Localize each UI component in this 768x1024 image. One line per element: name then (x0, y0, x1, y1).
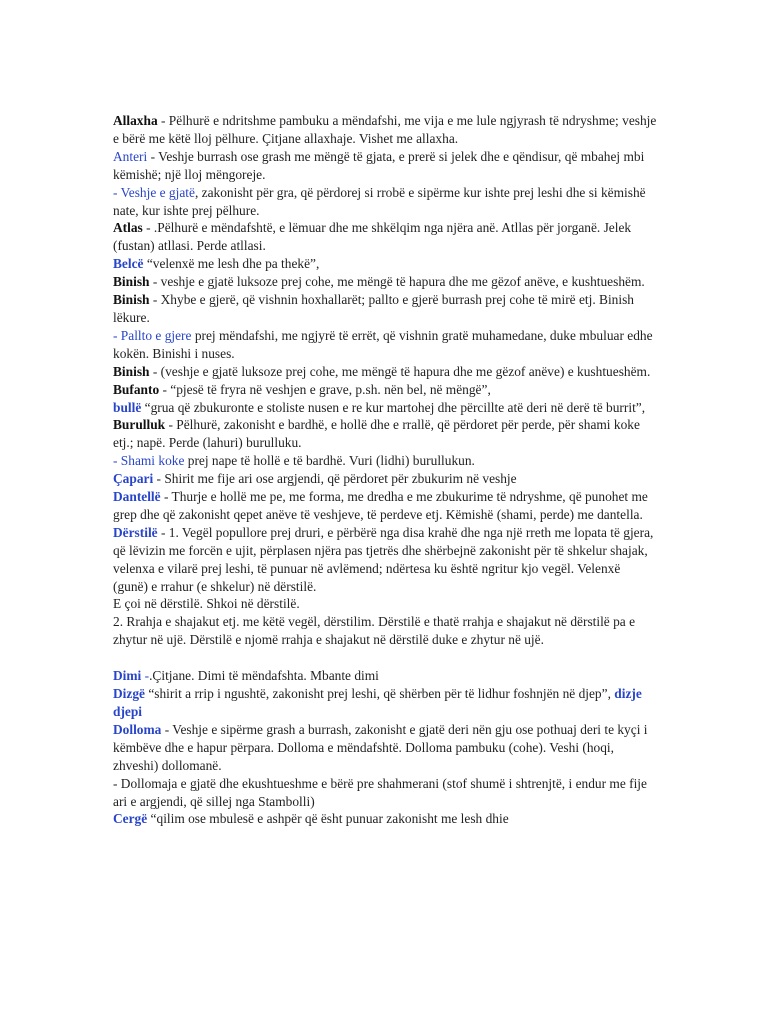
entry-text: 2. Rrahja e shajakut etj. me këtë vegël, dërstilim. Dërstilë e thatë rrahja e shajakut në dërstilë pa e zhytur në ujë. Dërstilë e njomë rrahja e shajakut në dërstilë duke e zhytur në ujë. (113, 614, 636, 648)
glossary-entry (113, 721, 658, 775)
entry-text: E çoi në dërstilë. Shkoi në dërstilë. (113, 596, 300, 612)
entry-headword: dizje djepi (113, 686, 642, 719)
glossary-entry (113, 112, 658, 148)
entry-text: , zakonisht për gra, që përdorej si rrobë e sipërme kur ishte prej leshi dhe si këmishë nate, kur ishte prej pëlhure. (113, 184, 646, 218)
entry-headword: Çapari (113, 471, 154, 487)
entry-headword: Binish (113, 363, 150, 379)
entry-subheading: Anteri (113, 148, 148, 164)
entry-headword: Dantellë (113, 489, 161, 505)
entry-headword: bullë (113, 399, 142, 415)
entry-text: - Veshje burrash ose grash me mëngë të gjata, e prerë si jelek dhe e qëndisur, që mbahej mbi këmishë; një lloj mëngoreje. (113, 148, 645, 182)
entry-text: - 1. Vegël popullore prej druri, e përbërë nga disa krahë dhe nga një rreth me lopata të gjera, që lëvizin me forcën e ujit, përplasen njëra pas tjetrës dhe shërbejnë zakonisht për të shkelur shajak, velenxa e vilarë prej leshi, të punuar në avlëmend; ndërtesa ku është ngritur kjo vegël. Velenxë (gunë) e rrahur (e shkelur) në dërstilë. (113, 524, 654, 594)
entry-headword: Belcë (113, 256, 144, 272)
glossary-entry (113, 416, 658, 452)
glossary-entry (113, 775, 658, 811)
glossary-entry (113, 363, 658, 381)
entry-text: - Xhybe e gjerë, që vishnin hoxhallarët; pallto e gjerë burrash prej cohe të mirë etj. Binish lëkure. (113, 292, 634, 325)
entry-text: prej mëndafshi, me ngjyrë të errët, që vishnin gratë muhamedane, duke mbuluar edhe kokën. Binishi i nuses. (113, 327, 653, 361)
glossary-entry (113, 470, 658, 488)
entry-text: “grua që zbukuronte e stoliste nusen e re kur martohej dhe përcillte atë deri në derë të burrit”, (141, 399, 646, 415)
entry-text: - Dollomaja e gjatë dhe ekushtueshme e bërë pre shahmerani (stof shumë i shtrenjtë, i endur me fije ari e argjendi, që sillej nga Stambolli) (113, 775, 647, 809)
glossary-entry (113, 255, 658, 273)
glossary-entry (113, 184, 658, 220)
entry-headword: Binish (113, 292, 150, 308)
entry-headword: Dolloma (113, 721, 162, 737)
glossary-entry (113, 613, 658, 649)
glossary-entry (113, 524, 658, 596)
glossary-entry (113, 810, 658, 828)
entry-text: - .Pëlhurë e mëndafshtë, e lëmuar dhe me shkëlqim nga njëra anë. Atllas për jorganë. Jelek (fustan) atllasi. Perde atllasi. (113, 220, 632, 254)
glossary-entry (113, 291, 658, 327)
glossary-entry (113, 452, 658, 470)
entry-headword: Dizgë (113, 686, 145, 702)
document-body (113, 112, 658, 828)
glossary-entry (113, 381, 658, 399)
entry-subheading: - Pallto e gjere (113, 327, 192, 343)
entry-subheading: - Veshje e gjatë (113, 184, 195, 200)
entry-subheading: - Shami koke (113, 453, 185, 469)
entry-text: prej nape të hollë e të bardhë. Vuri (lidhi) burullukun. (184, 453, 475, 469)
entry-text: .Çitjane. Dimi të mëndafshta. Mbante dimi (149, 668, 379, 684)
glossary-entry (113, 399, 658, 417)
entry-text: - “pjesë të fryra në veshjen e grave, p.sh. nën bel, në mëngë”, (159, 381, 491, 397)
entry-text: - Veshje e sipërme grash a burrash, zakonisht e gjatë deri nën gju ose pothuaj deri te kyçi i këmbëve dhe e hapur përpara. Dolloma e mëndafshtë. Dolloma pambuku (cohe). Veshi (hoqi, zhveshi) dollomanë. (113, 721, 648, 773)
glossary-entry (113, 273, 658, 291)
entry-text: “velenxë me lesh dhe pa thekë”, (143, 256, 320, 272)
entry-headword: Dërstilë (113, 524, 158, 540)
glossary-entry (113, 685, 658, 721)
entry-text: “shirit a rrip i ngushtë, zakonisht prej leshi, që shërben për të lidhur foshnjën në djep”, (144, 686, 615, 702)
glossary-entry (113, 327, 658, 363)
entry-headword: Bufanto (113, 381, 160, 397)
entry-text: - Shirit me fije ari ose argjendi, që përdoret për zbukurim në veshje (153, 471, 517, 487)
glossary-entry (113, 219, 658, 255)
entry-subheading: - (141, 668, 150, 684)
glossary-entry (113, 148, 658, 184)
entry-text: - Thurje e hollë me pe, me forma, me dredha e me zbukurime të ndryshme, që punohet me grep dhe që zakonisht qepet anëve të veshjeve, të perdeve etj. Këmishë (shami, perde) me dantella. (113, 489, 648, 522)
entry-text: - (veshje e gjatë luksoze prej cohe, me mëngë të hapura dhe me gëzof anëve) e kushtueshëm. (149, 363, 651, 379)
entry-headword: Atlas (113, 220, 143, 236)
paragraph-spacer (113, 649, 658, 667)
entry-text: - veshje e gjatë luksoze prej cohe, me mëngë të hapura dhe me gëzof anëve, e kushtueshëm. (149, 274, 645, 290)
entry-headword: Dimi (113, 668, 142, 684)
glossary-entry (113, 488, 658, 524)
entry-headword: Cergë (113, 811, 148, 827)
entry-text: “qilim ose mbulesë e ashpër që ësht punuar zakonisht me lesh dhie (147, 811, 509, 827)
entry-headword: Binish (113, 274, 150, 290)
entry-headword: Burulluk (113, 417, 166, 433)
glossary-entry (113, 667, 658, 685)
entry-text: - Pëlhurë, zakonisht e bardhë, e hollë dhe e rrallë, që përdoret për perde, për shami koke etj.; napë. Perde (lahuri) burulluku. (113, 417, 640, 451)
entry-text: - Pëlhurë e ndritshme pambuku a mëndafshi, me vija e me lule ngjyrash të ndryshme; veshje e bërë me këtë lloj pëlhure. Çitjane allaxhaje. Vishet me allaxha. (113, 113, 657, 146)
entry-headword: Allaxha (113, 113, 158, 128)
glossary-entry (113, 595, 658, 613)
